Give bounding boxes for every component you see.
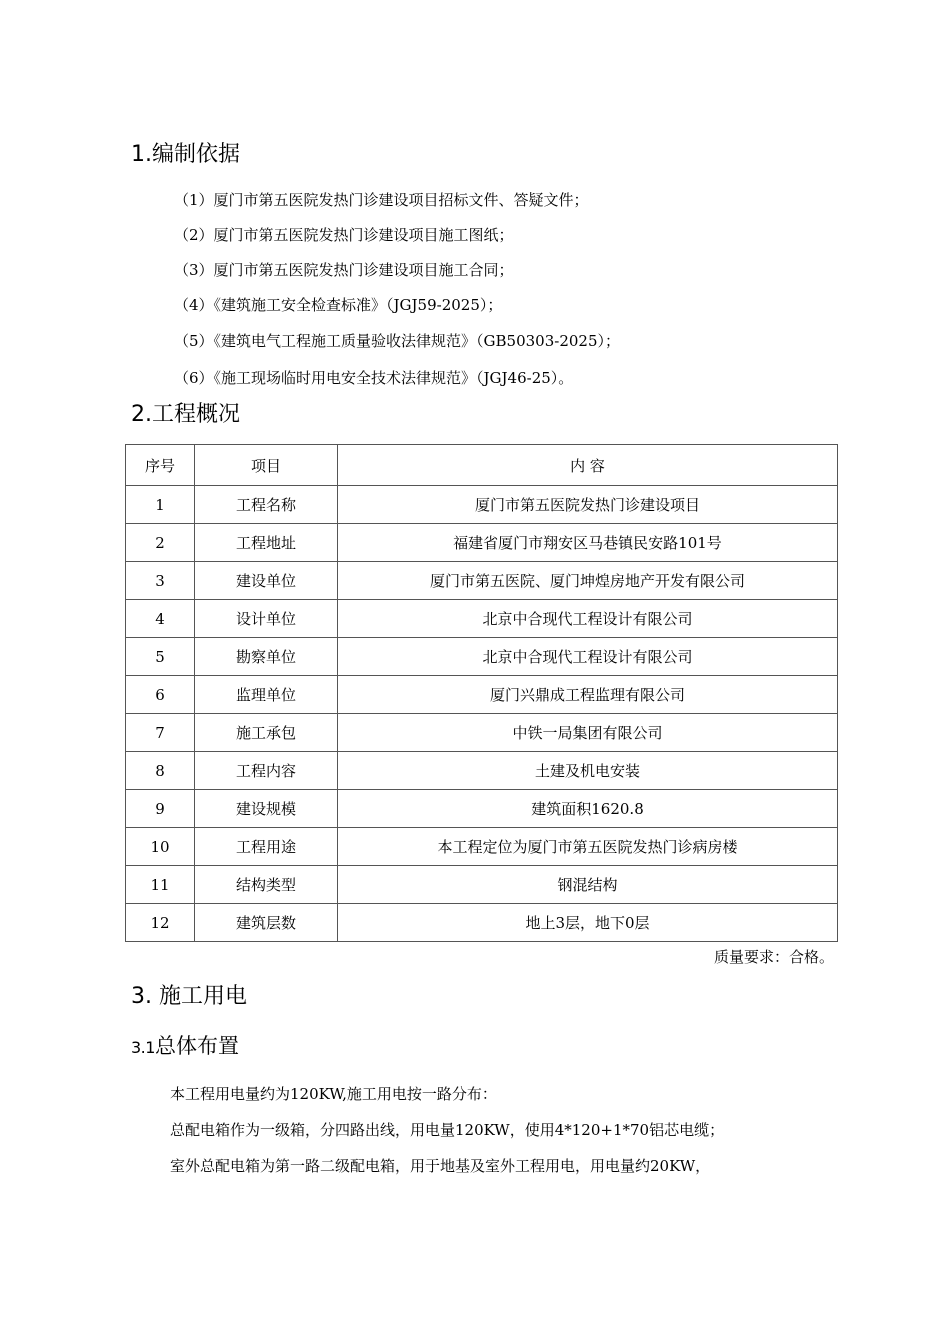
header-content: 内 容 bbox=[338, 445, 838, 486]
cell-serial: 12 bbox=[126, 904, 195, 942]
cell-item: 工程名称 bbox=[195, 486, 338, 524]
subsection-title: 总体布置 bbox=[154, 1034, 239, 1058]
cell-item: 建设规模 bbox=[195, 790, 338, 828]
cell-content: 建筑面积1620.8 bbox=[338, 790, 838, 828]
cell-item: 工程内容 bbox=[195, 752, 338, 790]
section-1-title: 1.编制依据 bbox=[131, 142, 240, 167]
section-3-title: 3. 施工用电 bbox=[131, 984, 247, 1009]
paragraph: 总配电箱作为一级箱，分四路出线，用电量120KW，使用4*120+1*70铝芯电缆； bbox=[170, 1121, 725, 1139]
cell-serial: 4 bbox=[126, 600, 195, 638]
cell-serial: 1 bbox=[126, 486, 195, 524]
cell-content: 厦门市第五医院发热门诊建设项目 bbox=[338, 486, 838, 524]
cell-item: 工程用途 bbox=[195, 828, 338, 866]
cell-content: 钢混结构 bbox=[338, 866, 838, 904]
table-row bbox=[126, 828, 838, 866]
basis-item: （4）《建筑施工安全检查标准》（JGJ59-2025）； bbox=[174, 296, 503, 314]
paragraph: 本工程用电量约为120KW,施工用电按一路分布： bbox=[170, 1085, 497, 1103]
basis-item: （1）厦门市第五医院发热门诊建设项目招标文件、答疑文件； bbox=[174, 191, 589, 209]
cell-item: 监理单位 bbox=[195, 676, 338, 714]
section-2-title: 2.工程概况 bbox=[131, 402, 240, 427]
cell-item: 工程地址 bbox=[195, 524, 338, 562]
basis-item: （5）《建筑电气工程施工质量验收法律规范》（GB50303-2025）； bbox=[174, 332, 621, 350]
table-row bbox=[126, 600, 838, 638]
cell-serial: 3 bbox=[126, 562, 195, 600]
cell-content: 北京中合现代工程设计有限公司 bbox=[338, 638, 838, 676]
table-header-row bbox=[126, 445, 838, 486]
cell-serial: 7 bbox=[126, 714, 195, 752]
subsection-number: 3.1 bbox=[131, 1038, 155, 1057]
table-row bbox=[126, 866, 838, 904]
cell-content: 厦门市第五医院、厦门坤煌房地产开发有限公司 bbox=[338, 562, 838, 600]
cell-content: 福建省厦门市翔安区马巷镇民安路101号 bbox=[338, 524, 838, 562]
header-serial: 序号 bbox=[126, 445, 195, 486]
paragraph: 室外总配电箱为第一路二级配电箱，用于地基及室外工程用电，用电量约20KW， bbox=[170, 1157, 711, 1175]
cell-serial: 11 bbox=[126, 866, 195, 904]
cell-item: 结构类型 bbox=[195, 866, 338, 904]
cell-content: 土建及机电安装 bbox=[338, 752, 838, 790]
cell-item: 勘察单位 bbox=[195, 638, 338, 676]
basis-item: （2）厦门市第五医院发热门诊建设项目施工图纸； bbox=[174, 226, 514, 244]
table-row bbox=[126, 790, 838, 828]
table-row bbox=[126, 714, 838, 752]
cell-serial: 9 bbox=[126, 790, 195, 828]
subsection-3-1-title bbox=[131, 1033, 239, 1061]
table-row bbox=[126, 638, 838, 676]
cell-serial: 6 bbox=[126, 676, 195, 714]
cell-item: 建设单位 bbox=[195, 562, 338, 600]
cell-serial: 8 bbox=[126, 752, 195, 790]
table-row bbox=[126, 752, 838, 790]
cell-item: 施工承包 bbox=[195, 714, 338, 752]
cell-content: 厦门兴鼎成工程监理有限公司 bbox=[338, 676, 838, 714]
quality-requirement: 质量要求：合格。 bbox=[713, 948, 834, 966]
cell-item: 建筑层数 bbox=[195, 904, 338, 942]
project-overview-table bbox=[125, 444, 838, 942]
cell-content: 北京中合现代工程设计有限公司 bbox=[338, 600, 838, 638]
cell-item: 设计单位 bbox=[195, 600, 338, 638]
table-row bbox=[126, 676, 838, 714]
table-row bbox=[126, 486, 838, 524]
cell-serial: 5 bbox=[126, 638, 195, 676]
table-row bbox=[126, 904, 838, 942]
cell-content: 地上3层，地下0层 bbox=[338, 904, 838, 942]
table-row bbox=[126, 562, 838, 600]
cell-serial: 2 bbox=[126, 524, 195, 562]
cell-content: 中铁一局集团有限公司 bbox=[338, 714, 838, 752]
basis-item: （3）厦门市第五医院发热门诊建设项目施工合同； bbox=[174, 261, 514, 279]
basis-item: （6）《施工现场临时用电安全技术法律规范》（JGJ46-25）。 bbox=[174, 369, 574, 387]
table-row bbox=[126, 524, 838, 562]
cell-content: 本工程定位为厦门市第五医院发热门诊病房楼 bbox=[338, 828, 838, 866]
header-item: 项目 bbox=[195, 445, 338, 486]
cell-serial: 10 bbox=[126, 828, 195, 866]
